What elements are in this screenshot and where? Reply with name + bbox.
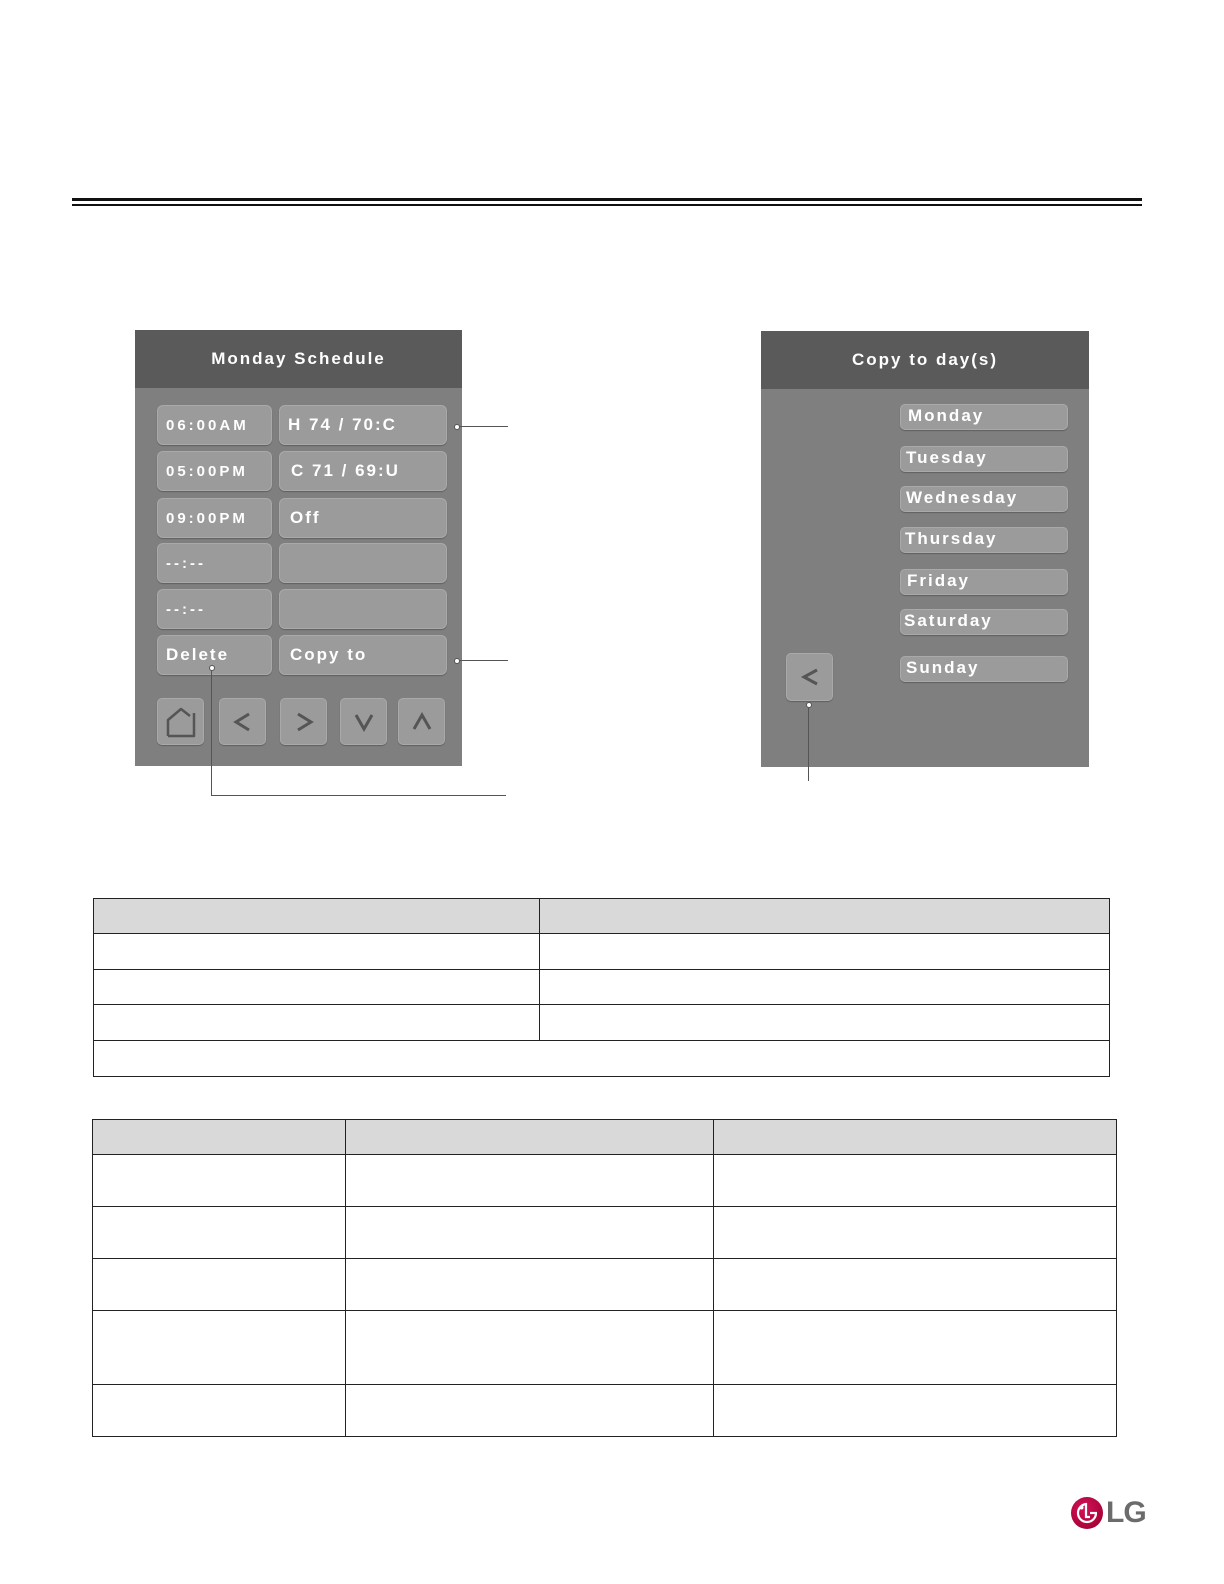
table-row <box>93 1207 1117 1259</box>
schedule-time-3[interactable]: 09:00PM <box>157 498 272 538</box>
schedule-panel <box>135 330 462 766</box>
table-cell <box>540 970 1110 1005</box>
table-cell <box>714 1207 1117 1259</box>
table-cell <box>94 1041 1110 1077</box>
chevron-left-icon <box>231 710 255 734</box>
scroll-up-button[interactable] <box>398 698 445 745</box>
next-button[interactable] <box>280 698 327 745</box>
header-rule-top <box>72 198 1142 201</box>
back-button[interactable] <box>786 653 833 701</box>
callout-line-delete-horizontal <box>211 795 506 796</box>
callout-line-delete-vertical <box>211 671 212 796</box>
table-row <box>94 1041 1110 1077</box>
home-button[interactable] <box>157 698 204 745</box>
table-two <box>92 1119 1117 1437</box>
copy-to-button[interactable]: Copy to <box>279 635 447 675</box>
table-cell <box>714 1385 1117 1437</box>
schedule-time-2[interactable]: 05:00PM <box>157 451 272 491</box>
table-cell <box>93 1155 346 1207</box>
table-cell <box>94 970 540 1005</box>
table-one-header-cell <box>94 899 540 934</box>
callout-line-setting <box>460 426 508 427</box>
table-cell <box>540 934 1110 970</box>
schedule-time-1[interactable]: 06:00AM <box>157 405 272 445</box>
day-button-thursday[interactable]: Thursday <box>900 527 1068 553</box>
day-button-monday[interactable]: Monday <box>900 404 1068 430</box>
table-cell <box>714 1259 1117 1311</box>
table-cell <box>93 1385 346 1437</box>
schedule-setting-3[interactable]: Off <box>279 498 447 538</box>
schedule-panel-title: Monday Schedule <box>135 330 462 388</box>
table-row <box>94 970 1110 1005</box>
chevron-up-icon <box>410 710 434 734</box>
table-one <box>93 898 1110 1077</box>
day-button-tuesday[interactable]: Tuesday <box>900 446 1068 472</box>
chevron-right-icon <box>292 710 316 734</box>
table-cell <box>714 1155 1117 1207</box>
day-button-wednesday[interactable]: Wednesday <box>900 486 1068 512</box>
table-cell <box>540 1005 1110 1041</box>
day-button-friday[interactable]: Friday <box>900 569 1068 595</box>
table-cell <box>93 1207 346 1259</box>
lg-logo-text: LG <box>1106 1496 1146 1529</box>
chevron-down-icon <box>352 710 376 734</box>
table-one-header-cell <box>540 899 1110 934</box>
table-cell <box>93 1259 346 1311</box>
callout-line-back <box>808 708 809 781</box>
table-cell <box>346 1155 714 1207</box>
header-rule-bottom <box>72 204 1142 206</box>
scroll-down-button[interactable] <box>340 698 387 745</box>
schedule-time-5[interactable]: --:-- <box>157 589 272 629</box>
schedule-setting-2[interactable]: C 71 / 69:U <box>279 451 447 491</box>
table-two-header <box>93 1120 1117 1155</box>
table-cell <box>346 1385 714 1437</box>
table-cell <box>714 1311 1117 1385</box>
schedule-time-4[interactable]: --:-- <box>157 543 272 583</box>
table-one-header <box>94 899 1110 934</box>
table-row <box>93 1385 1117 1437</box>
lg-logo <box>1069 1495 1145 1531</box>
table-row <box>93 1259 1117 1311</box>
table-two-header-cell <box>346 1120 714 1155</box>
delete-button[interactable]: Delete <box>157 635 272 675</box>
table-cell <box>93 1311 346 1385</box>
table-row <box>93 1155 1117 1207</box>
home-icon <box>164 705 198 739</box>
previous-button[interactable] <box>219 698 266 745</box>
callout-dot-copy <box>454 658 460 664</box>
day-button-saturday[interactable]: Saturday <box>900 609 1068 635</box>
table-two-header-cell <box>714 1120 1117 1155</box>
table-cell <box>94 1005 540 1041</box>
schedule-setting-4[interactable] <box>279 543 447 583</box>
callout-dot-delete <box>209 665 215 671</box>
callout-line-copy <box>460 660 508 661</box>
chevron-left-icon <box>798 665 822 689</box>
table-row <box>94 1005 1110 1041</box>
copy-panel-title: Copy to day(s) <box>761 331 1089 389</box>
table-cell <box>94 934 540 970</box>
table-cell <box>346 1259 714 1311</box>
table-two-header-cell <box>93 1120 346 1155</box>
schedule-setting-1[interactable]: H 74 / 70:C <box>279 405 447 445</box>
table-cell <box>346 1311 714 1385</box>
day-button-sunday[interactable]: Sunday <box>900 656 1068 682</box>
callout-dot-back <box>806 702 812 708</box>
table-row <box>93 1311 1117 1385</box>
table-cell <box>346 1207 714 1259</box>
schedule-setting-5[interactable] <box>279 589 447 629</box>
callout-dot-setting <box>454 424 460 430</box>
table-row <box>94 934 1110 970</box>
